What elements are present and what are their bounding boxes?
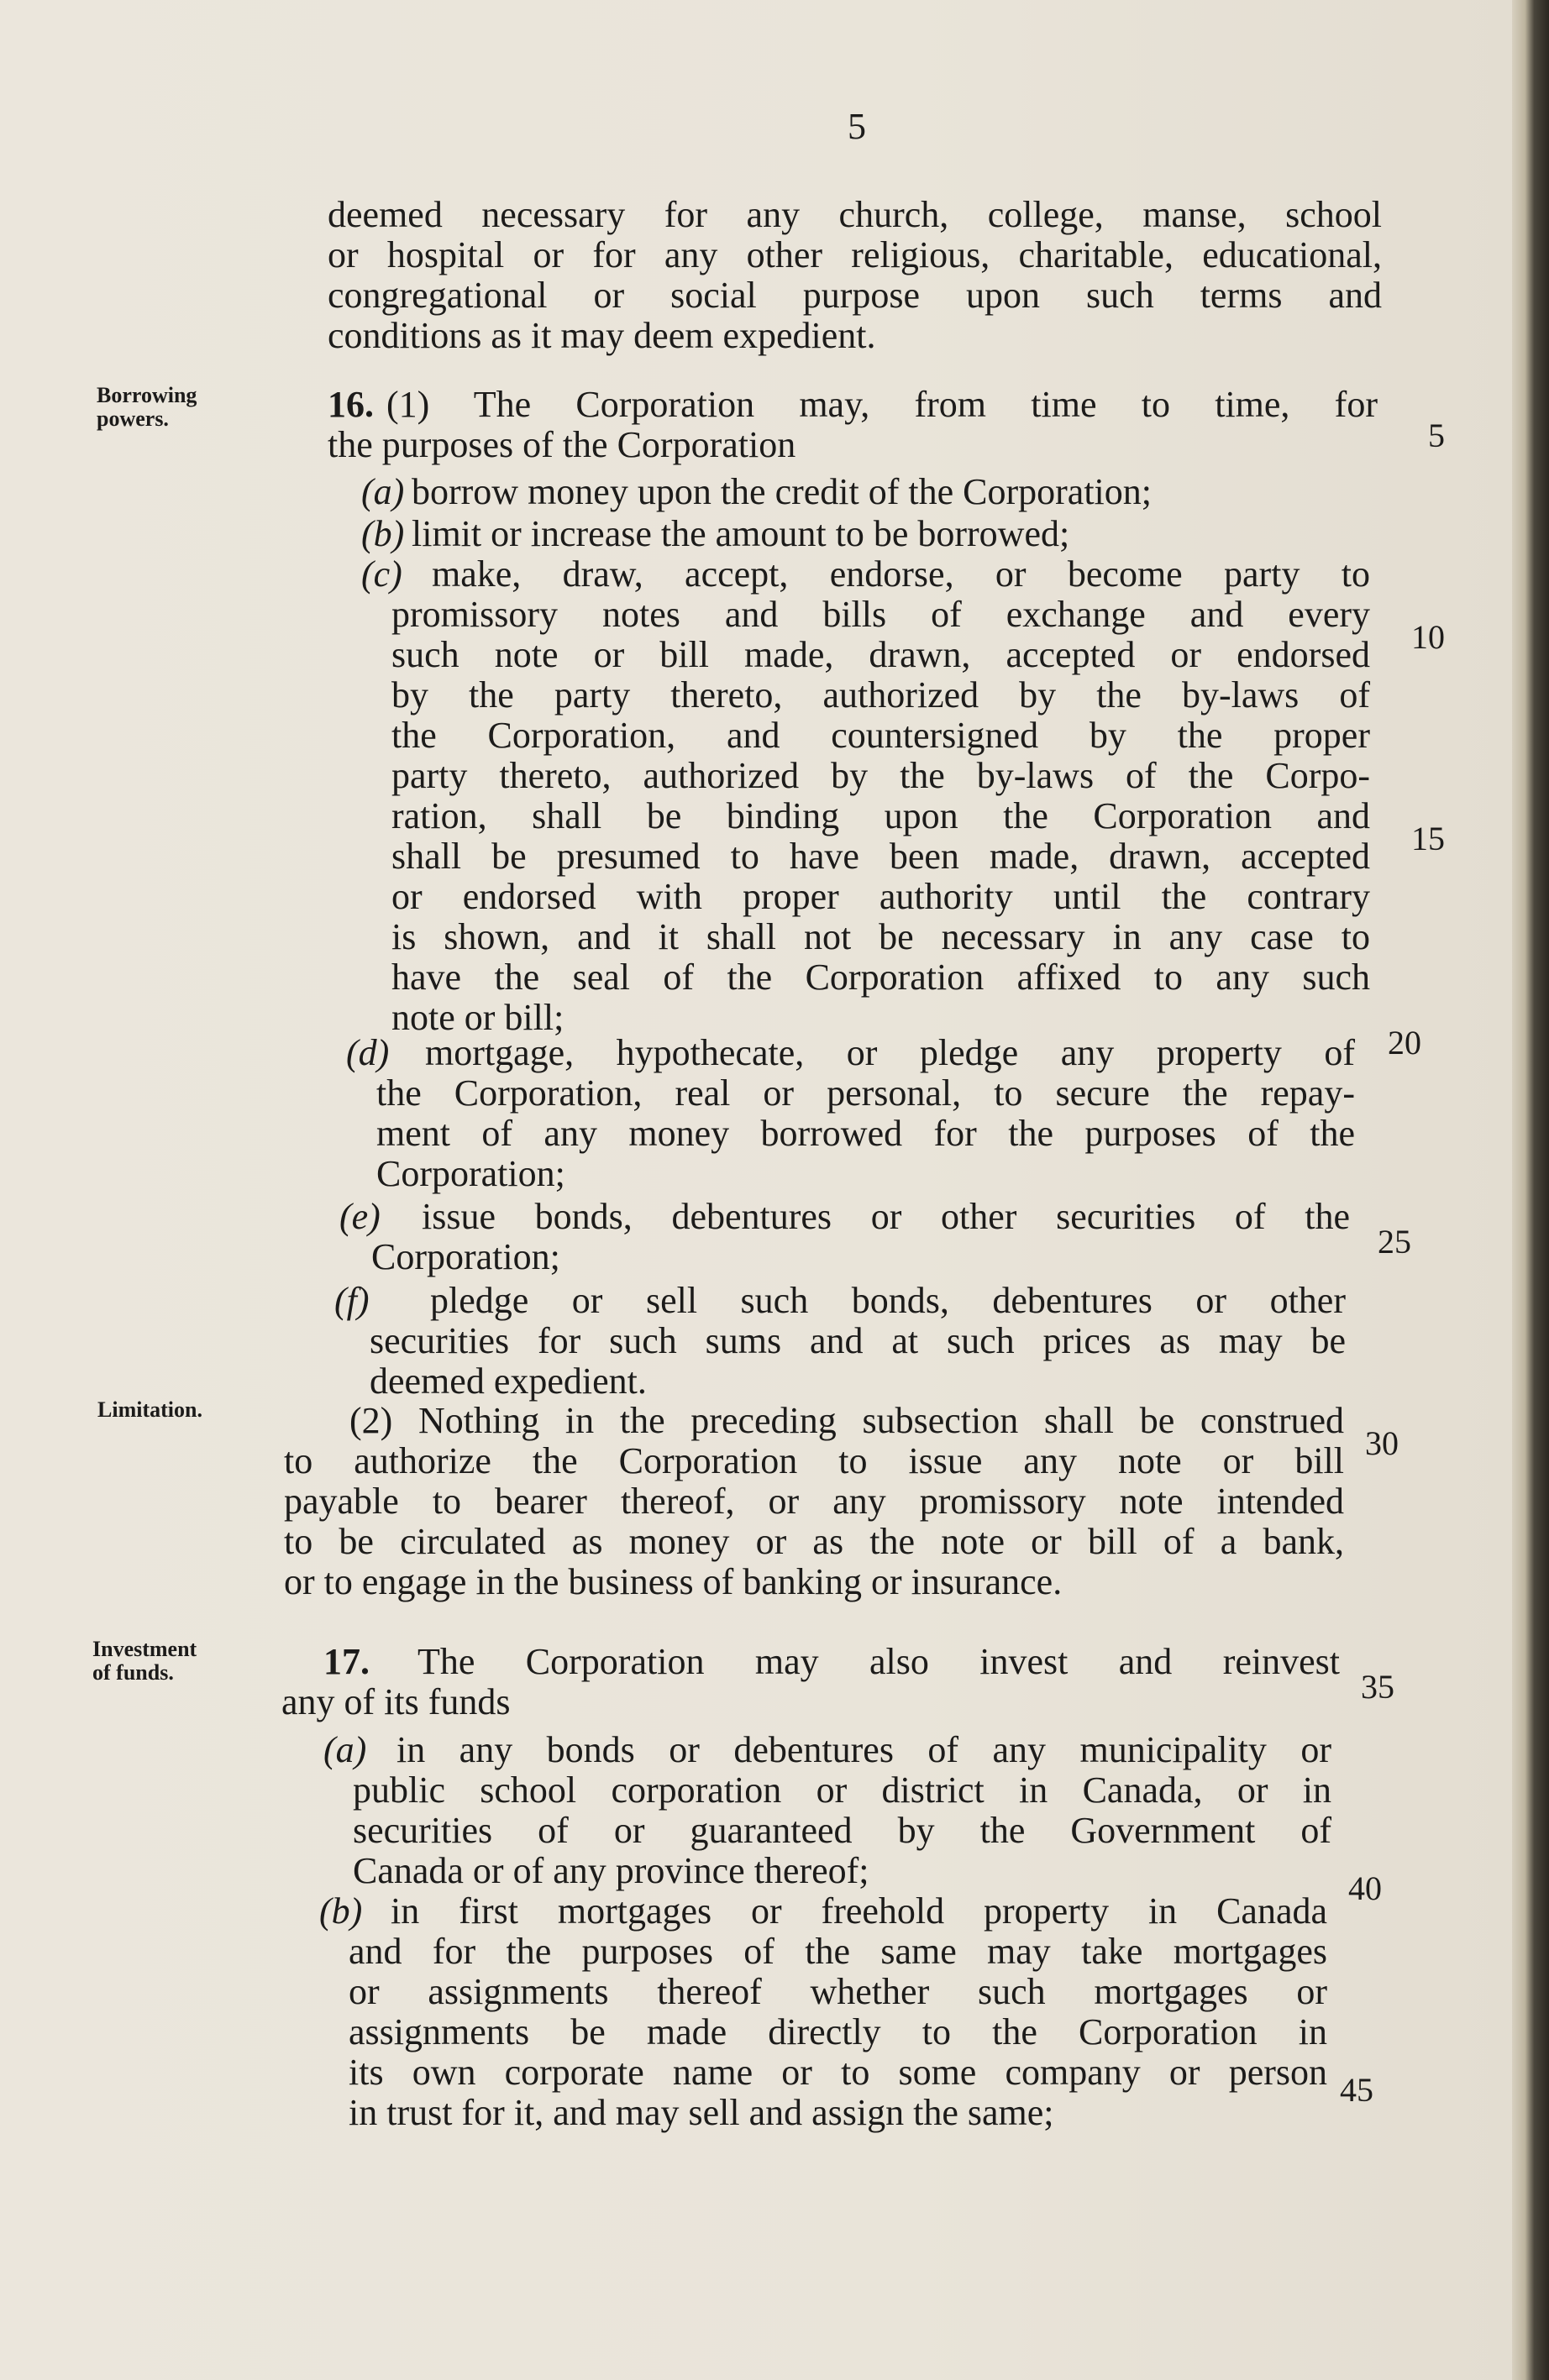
text-line: conditions as it may deem expedient. [328, 315, 876, 356]
clause-marker: (a) [361, 471, 405, 512]
text-line: any of its funds [281, 1681, 511, 1722]
text-line: or endorsed with proper authority until the contrary [391, 876, 1370, 917]
text-line: securities of or guaranteed by the Government of [353, 1810, 1331, 1851]
section-17 [281, 1642, 1340, 1722]
text-line: ration, shall be binding upon the Corporation and [391, 795, 1370, 836]
line-number: 30 [1365, 1424, 1399, 1462]
text-line: The Corporation may also invest and reinvest [417, 1641, 1340, 1682]
text-line: and for the purposes of the same may take mortgages [349, 1931, 1327, 1972]
clause-17a [353, 1730, 1331, 1891]
line-number: 35 [1361, 1668, 1394, 1706]
text-line: Corporation; [376, 1153, 565, 1194]
text-line: note or bill; [391, 997, 564, 1038]
sidenote-line: powers. [97, 406, 169, 431]
text-line: issue bonds, debentures or other securities of the [422, 1196, 1350, 1237]
text-line: in first mortgages or freehold property in Canada [391, 1890, 1327, 1932]
text-line: make, draw, accept, endorse, or become party to [432, 553, 1370, 595]
clause-marker: (f) [334, 1280, 370, 1321]
text-line: mortgage, hypothecate, or pledge any property of [425, 1032, 1355, 1073]
text-line: its own corporate name or to some company or person [349, 2052, 1327, 2093]
clause-marker: (b) [361, 513, 405, 554]
text-line: deemed necessary for any church, college, manse, school [328, 194, 1382, 235]
subsection-16-2 [284, 1401, 1344, 1602]
clause-marker: (a) [323, 1729, 367, 1770]
line-number: 10 [1411, 618, 1445, 656]
text-line: securities for such sums and at such prices as may be [370, 1320, 1346, 1361]
text-line: assignments be made directly to the Corporation in [349, 2011, 1327, 2052]
sidenote-limitation: Limitation. [97, 1397, 202, 1422]
clause-16b [361, 514, 1361, 554]
text-line: to be circulated as money or as the note or bill of a bank, [284, 1521, 1344, 1562]
clause-16f-marker [334, 1281, 370, 1321]
clause-marker: (b) [319, 1890, 363, 1932]
section-number: 17. [323, 1641, 370, 1682]
page-number: 5 [848, 106, 866, 147]
sidenote-line: Borrowing [97, 383, 197, 407]
text-line: shall be presumed to have been made, drawn, accepted [391, 836, 1370, 877]
clause-16a [361, 472, 1361, 512]
text-line: borrow money upon the credit of the Corporation; [412, 471, 1153, 512]
clause-marker: (e) [339, 1196, 381, 1237]
text-line: promissory notes and bills of exchange and every [391, 594, 1370, 635]
text-line: the purposes of the Corporation [328, 424, 796, 465]
text-line: or to engage in the business of banking or insurance. [284, 1561, 1063, 1602]
sidenote-line: of funds. [92, 1660, 174, 1685]
text-line: the Corporation, real or personal, to secure the repay- [376, 1072, 1355, 1114]
text-line: to authorize the Corporation to issue any note or bill [284, 1440, 1344, 1481]
text-line: congregational or social purpose upon such terms and [328, 275, 1382, 316]
text-line: deemed expedient. [370, 1360, 647, 1402]
intro-paragraph [328, 195, 1382, 356]
clause-marker: (c) [361, 553, 402, 595]
text-line: (1) The Corporation may, from time to time, for [386, 384, 1378, 425]
line-number: 20 [1388, 1024, 1421, 1062]
text-line: the Corporation, and countersigned by the proper [391, 715, 1370, 756]
line-number: 45 [1340, 2071, 1373, 2109]
text-line: in any bonds or debentures of any municipality or [396, 1729, 1331, 1770]
clause-marker: (d) [346, 1032, 390, 1073]
text-line: is shown, and it shall not be necessary in any case to [391, 916, 1370, 957]
clause-16e [371, 1197, 1350, 1277]
clause-17b [349, 1891, 1327, 2133]
sidenote-investment-of-funds [92, 1638, 277, 1685]
line-number: 40 [1348, 1869, 1382, 1907]
text-line: or assignments thereof whether such mortgages or [349, 1971, 1327, 2012]
clause-16f [370, 1281, 1346, 1402]
section-16 [328, 385, 1378, 465]
line-number: 25 [1378, 1223, 1411, 1261]
page-edge [1512, 0, 1549, 2380]
text-line: or hospital or for any other religious, charitable, educational, [328, 234, 1382, 275]
text-line: public school corporation or district in Canada, or in [353, 1769, 1331, 1811]
sidenote-borrowing-powers [97, 384, 269, 431]
line-number: 5 [1428, 417, 1445, 454]
text-line: (2) Nothing in the preceding subsection shall be construed [349, 1400, 1344, 1441]
text-line: Corporation; [371, 1236, 560, 1277]
text-line: by the party thereto, authorized by the by-laws of [391, 674, 1370, 716]
text-line: have the seal of the Corporation affixed to any such [391, 957, 1370, 998]
text-line: in trust for it, and may sell and assign the same; [349, 2092, 1054, 2133]
text-line: pledge or sell such bonds, debentures or other [430, 1280, 1346, 1321]
text-line: Canada or of any province thereof; [353, 1850, 869, 1891]
sidenote-line: Investment [92, 1637, 197, 1661]
clause-16d [376, 1033, 1355, 1194]
section-number: 16. [328, 384, 374, 425]
text-line: payable to bearer thereof, or any promissory note intended [284, 1481, 1344, 1522]
text-line: such note or bill made, drawn, accepted or endorsed [391, 634, 1370, 675]
line-number: 15 [1411, 820, 1445, 857]
clause-16c [391, 554, 1370, 1038]
text-line: ment of any money borrowed for the purposes of the [376, 1113, 1355, 1154]
text-line: limit or increase the amount to be borrowed; [412, 513, 1070, 554]
text-line: party thereto, authorized by the by-laws of the Corpo- [391, 755, 1370, 796]
